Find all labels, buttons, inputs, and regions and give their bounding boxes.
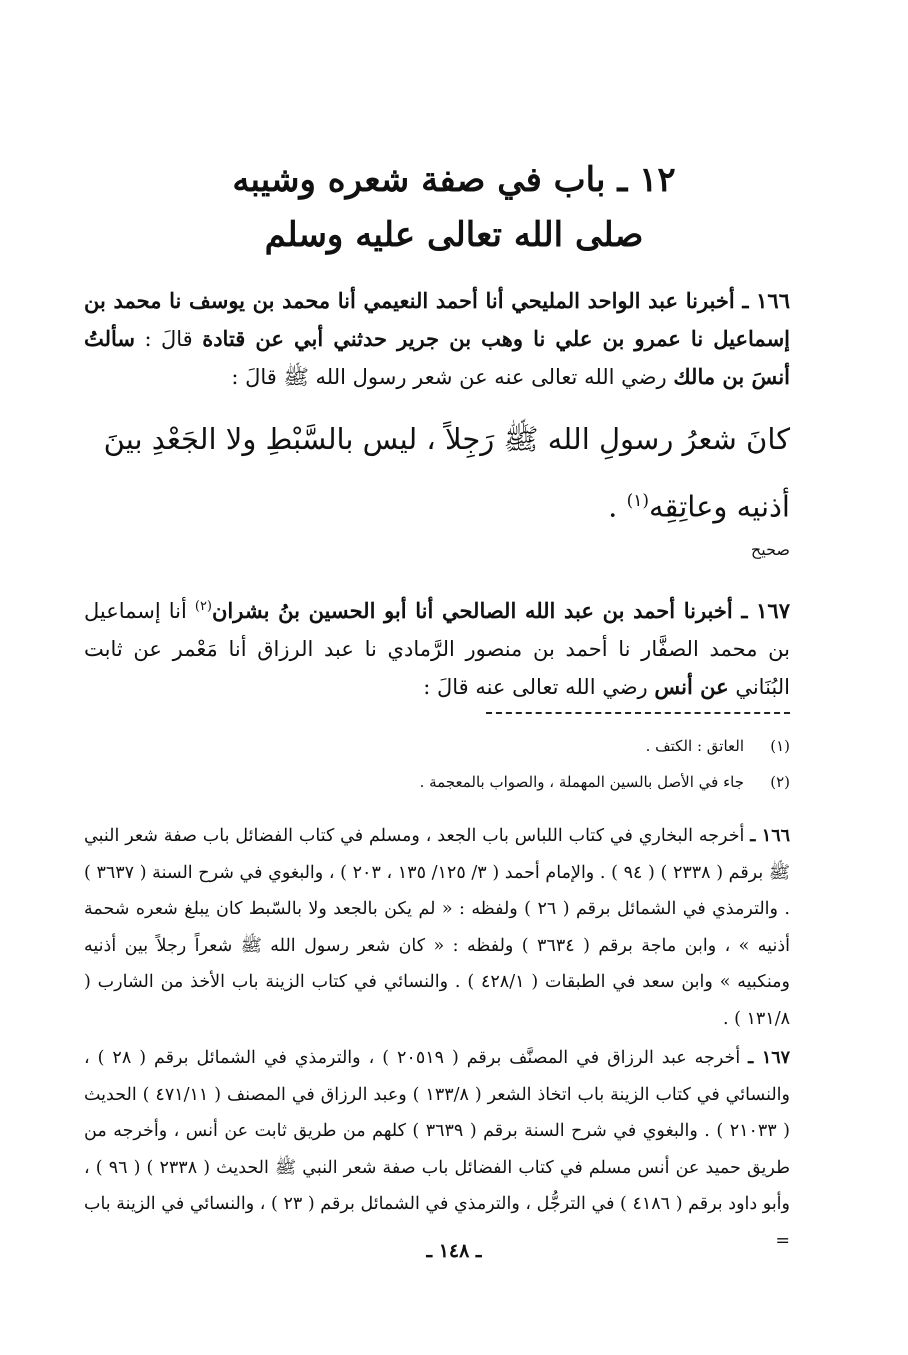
takhrij-167-text: أخرجه عبد الرزاق في المصنَّف برقم ( ٢٠٥١٩ ) ، والترمذي في الشمائل برقم ( ٢٨ ) ، والنسائي في كتاب الزينة باب اتخاذ الشعر ( ١٣٣/٨ ) وعبد الرزاق في المصنف ( ٤٧١/١١ ) الحديث ( ٢١٠٣٣ ) . والبغوي في شرح السنة برقم ( ٣٦٣٩ ) كلهم من طريق ثابت عن أنس ، وأخرجه من طريق حميد عن أنس مسلم في كتاب الفضائل باب صفة شعر النبي ﷺ الحديث ( ٢٣٣٨ ) ( ٩٦ ) ، وأبو داود برقم ( ٤١٨٦ ) في الترجُّل ، والترمذي في الشمائل برقم ( ٢٣ ) ، والنسائي في الزينة باب = bbox=[84, 1048, 791, 1251]
hadith-166-narrator-anas: سألتُ أنسَ بن مالك bbox=[84, 326, 790, 389]
hadith-166-isnad bbox=[84, 282, 790, 396]
hadith-166-matn-text: كانَ شعرُ رسولِ الله ﷺ رَجِلاً ، ليس بالسَّبْطِ ولا الجَعْدِ بينَ أذنيه وعاتِقِه bbox=[103, 422, 790, 524]
hadith-167-isnad-a: ١٦٧ ـ أخبرنا أحمد بن عبد الله الصالحي أنا أبو الحسين بنُ بشران bbox=[212, 598, 790, 623]
footnote-ref-1: (١) bbox=[626, 491, 649, 511]
footnote-2-text: جاء في الأصل بالسين المهملة ، والصواب بالمعجمة . bbox=[419, 773, 744, 791]
footnote-2-number: (٢) bbox=[770, 773, 790, 791]
hadith-166-matn-end: . bbox=[608, 489, 627, 524]
footnote-ref-2: (٢) bbox=[194, 599, 212, 614]
hadith-167-isnad-d: رضي الله تعالى عنه قالَ : bbox=[423, 675, 655, 699]
footnote-2 bbox=[84, 772, 790, 792]
hadith-166-isnad-a: ١٦٦ ـ أخبرنا عبد الواحد المليحي أنا أحمد النعيمي أنا محمد بن يوسف نا محمد بن إسماعيل نا عمرو بن علي نا وهب بن جرير حدثني أبي bbox=[84, 288, 791, 351]
chapter-subtitle: صلى الله تعالى عليه وسلم bbox=[264, 215, 644, 255]
footnote-1-text: العاتق : الكتف . bbox=[645, 737, 744, 755]
takhrij-167-number: ١٦٧ ـ bbox=[748, 1048, 791, 1068]
hadith-166-matn bbox=[84, 408, 790, 538]
page-number: ـ ١٤٨ ـ bbox=[426, 1240, 482, 1262]
hadith-166-grade: صحيح bbox=[750, 540, 790, 559]
footnote-1-number: (١) bbox=[770, 737, 790, 755]
takhrij-166-text: أخرجه البخاري في كتاب اللباس باب الجعد ، ومسلم في كتاب الفضائل باب صفة شعر النبي ﷺ برقم ( ٢٣٣٨ ) ( ٩٤ ) . والإمام أحمد ( ٣/ ١٢٥/ ١٣٥ ، ٢٠٣ ) ، والبغوي في شرح السنة ( ٣٦٣٧ ) . والترمذي في الشمائل برقم ( ٢٦ ) ولفظه : « لم يكن بالجعد ولا بالسّبط كان يبلغ شعره شحمة أذنيه » ، وابن ماجة برقم ( ٣٦٣٤ ) ولفظه : « كان شعر رسول الله ﷺ شعراً رجلاً بين أذنيه ومنكبيه » وابن سعد في الطبقات ( ٤٢٨/١ ) . والنسائي في كتاب الزينة باب الأخذ من الشارب ( ١٣١/٨ ) . bbox=[84, 826, 790, 1029]
hadith-166-isnad-e: رضي الله تعالى عنه عن شعر رسول الله ﷺ قالَ : bbox=[231, 365, 674, 389]
takhrij-167 bbox=[84, 1040, 790, 1259]
hadith-166-isnad-c: قالَ : bbox=[135, 327, 203, 351]
footnote-1 bbox=[84, 736, 790, 756]
takhrij-166-number: ١٦٦ ـ bbox=[750, 826, 790, 846]
hadith-166-narrator-qatada: عن قتادة bbox=[202, 326, 284, 351]
hadith-167-narrator-anas: عن أنس bbox=[654, 674, 729, 699]
chapter-title: ١٢ ـ باب في صفة شعره وشيبه bbox=[232, 160, 676, 200]
footnote-separator bbox=[486, 712, 790, 714]
hadith-167-isnad bbox=[84, 588, 790, 706]
hadith-167-isnad-b: أنا إسماعيل بن محمد الصفَّار نا أحمد بن منصور الرَّمادي نا عبد الرزاق أنا مَعْمر عن ثابت البُنَاني bbox=[84, 599, 790, 699]
takhrij-166 bbox=[84, 818, 790, 1037]
